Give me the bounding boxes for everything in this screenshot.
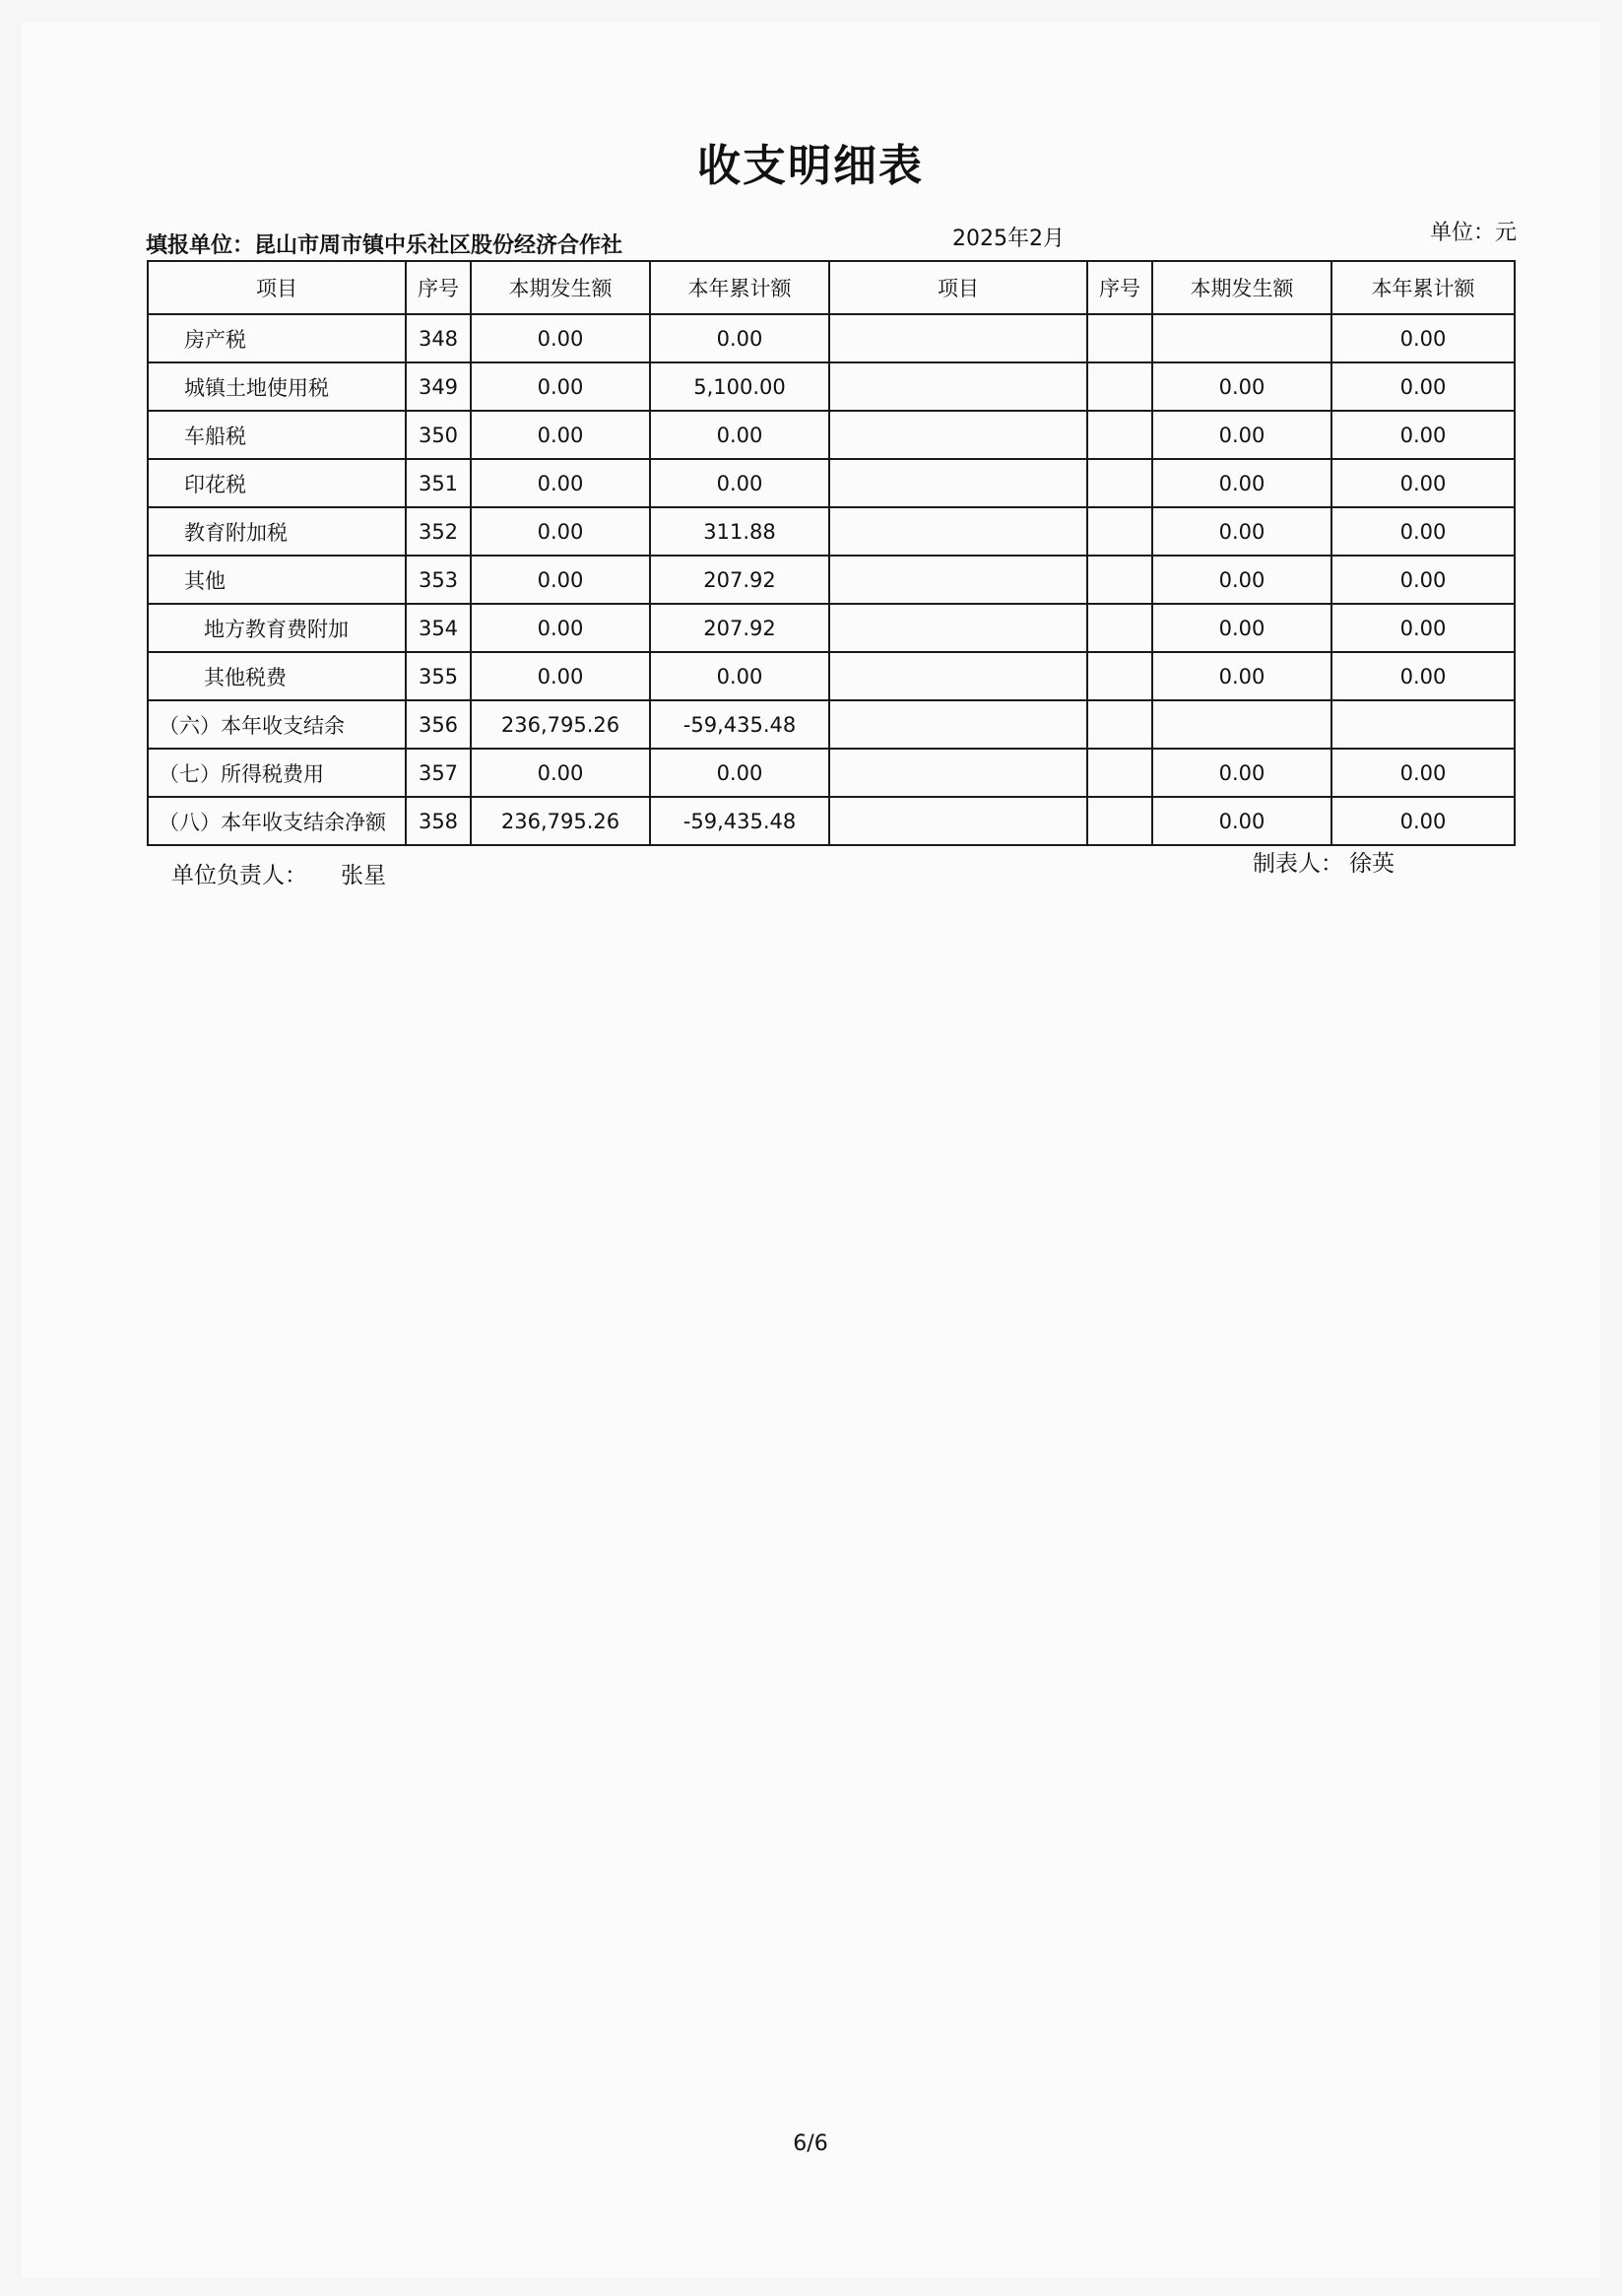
cell-item: 其他 (148, 556, 406, 604)
cell-item: （七）所得税费用 (148, 749, 406, 797)
header-item: 项目 (148, 261, 406, 314)
cell-current-right: 0.00 (1152, 411, 1331, 459)
table-header-row (148, 261, 1515, 314)
cell-seq-right (1087, 411, 1152, 459)
cell-ytd-right (1331, 700, 1515, 749)
cell-seq-right (1087, 700, 1152, 749)
table-row (148, 314, 1515, 362)
cell-current: 0.00 (471, 507, 650, 556)
cell-current: 0.00 (471, 362, 650, 411)
cell-seq-right (1087, 459, 1152, 507)
cell-current: 0.00 (471, 556, 650, 604)
cell-ytd-right: 0.00 (1331, 797, 1515, 845)
cell-ytd: 207.92 (650, 604, 829, 652)
cell-current-right: 0.00 (1152, 459, 1331, 507)
cell-seq-right (1087, 314, 1152, 362)
cell-current: 236,795.26 (471, 700, 650, 749)
cell-seq-right (1087, 652, 1152, 700)
table-body (148, 314, 1515, 845)
cell-current-right (1152, 700, 1331, 749)
cell-ytd-right: 0.00 (1331, 556, 1515, 604)
cell-item: 其他税费 (148, 652, 406, 700)
cell-ytd: -59,435.48 (650, 797, 829, 845)
cell-item: （八）本年收支结余净额 (148, 797, 406, 845)
document-page (22, 22, 1599, 2277)
cell-ytd: -59,435.48 (650, 700, 829, 749)
table-row (148, 507, 1515, 556)
cell-item: 教育附加税 (148, 507, 406, 556)
cell-ytd: 0.00 (650, 749, 829, 797)
header-current-right: 本期发生额 (1152, 261, 1331, 314)
cell-ytd-right: 0.00 (1331, 604, 1515, 652)
cell-ytd-right: 0.00 (1331, 314, 1515, 362)
cell-seq: 353 (406, 556, 471, 604)
cell-item-right (829, 700, 1087, 749)
table-row (148, 652, 1515, 700)
cell-ytd-right: 0.00 (1331, 362, 1515, 411)
cell-ytd: 207.92 (650, 556, 829, 604)
cell-current-right: 0.00 (1152, 362, 1331, 411)
cell-ytd: 0.00 (650, 459, 829, 507)
cell-seq: 349 (406, 362, 471, 411)
cell-ytd: 311.88 (650, 507, 829, 556)
cell-seq-right (1087, 604, 1152, 652)
cell-ytd-right: 0.00 (1331, 411, 1515, 459)
cell-current: 0.00 (471, 459, 650, 507)
header-item-right: 项目 (829, 261, 1087, 314)
cell-seq: 352 (406, 507, 471, 556)
cell-current-right: 0.00 (1152, 797, 1331, 845)
principal-label: 单位负责人： (171, 863, 307, 888)
cell-item-right (829, 652, 1087, 700)
header-ytd: 本年累计额 (650, 261, 829, 314)
cell-seq-right (1087, 362, 1152, 411)
page-title: 收支明细表 (697, 141, 924, 191)
cell-item-right (829, 604, 1087, 652)
cell-seq: 355 (406, 652, 471, 700)
header-seq-right: 序号 (1087, 261, 1152, 314)
cell-current-right: 0.00 (1152, 604, 1331, 652)
table-row (148, 556, 1515, 604)
cell-ytd-right: 0.00 (1331, 459, 1515, 507)
page-number: 6/6 (793, 2132, 828, 2156)
cell-ytd-right: 0.00 (1331, 749, 1515, 797)
preparer-name: 徐英 (1349, 851, 1395, 877)
cell-seq: 358 (406, 797, 471, 845)
table-row (148, 700, 1515, 749)
cell-current: 0.00 (471, 604, 650, 652)
cell-item: 地方教育费附加 (148, 604, 406, 652)
cell-item: 印花税 (148, 459, 406, 507)
cell-current-right: 0.00 (1152, 749, 1331, 797)
cell-ytd: 0.00 (650, 411, 829, 459)
cell-seq-right (1087, 749, 1152, 797)
principal-name: 张星 (341, 863, 386, 888)
cell-current: 0.00 (471, 411, 650, 459)
cell-current-right: 0.00 (1152, 556, 1331, 604)
cell-current: 0.00 (471, 314, 650, 362)
cell-current-right: 0.00 (1152, 652, 1331, 700)
cell-ytd-right: 0.00 (1331, 652, 1515, 700)
table-row (148, 604, 1515, 652)
reporting-unit-name: 昆山市周市镇中乐社区股份经济合作社 (254, 233, 623, 258)
cell-seq: 357 (406, 749, 471, 797)
cell-item: 城镇土地使用税 (148, 362, 406, 411)
table-row (148, 411, 1515, 459)
cell-item: 车船税 (148, 411, 406, 459)
header-ytd-right: 本年累计额 (1331, 261, 1515, 314)
reporting-unit (146, 229, 622, 259)
cell-item-right (829, 459, 1087, 507)
cell-item-right (829, 314, 1087, 362)
reporting-unit-label: 填报单位： (146, 233, 255, 258)
cell-current: 0.00 (471, 749, 650, 797)
income-expense-table (147, 260, 1516, 846)
cell-seq-right (1087, 797, 1152, 845)
cell-ytd-right: 0.00 (1331, 507, 1515, 556)
cell-item-right (829, 362, 1087, 411)
preparer (1253, 845, 1395, 878)
cell-ytd: 0.00 (650, 314, 829, 362)
cell-seq: 356 (406, 700, 471, 749)
cell-seq-right (1087, 507, 1152, 556)
table-row (148, 459, 1515, 507)
unit-principal (171, 857, 386, 889)
cell-seq-right (1087, 556, 1152, 604)
cell-ytd: 5,100.00 (650, 362, 829, 411)
table-row (148, 749, 1515, 797)
cell-current-right (1152, 314, 1331, 362)
cell-current: 0.00 (471, 652, 650, 700)
cell-current: 236,795.26 (471, 797, 650, 845)
table-row (148, 362, 1515, 411)
header-current: 本期发生额 (471, 261, 650, 314)
cell-seq: 350 (406, 411, 471, 459)
cell-seq: 348 (406, 314, 471, 362)
currency-unit: 单位：元 (1430, 221, 1518, 245)
cell-item-right (829, 507, 1087, 556)
cell-item-right (829, 411, 1087, 459)
cell-current-right: 0.00 (1152, 507, 1331, 556)
cell-item: （六）本年收支结余 (148, 700, 406, 749)
cell-seq: 354 (406, 604, 471, 652)
report-period: 2025年2月 (952, 227, 1065, 251)
table-row (148, 797, 1515, 845)
cell-item-right (829, 749, 1087, 797)
header-seq: 序号 (406, 261, 471, 314)
cell-item: 房产税 (148, 314, 406, 362)
preparer-label: 制表人： (1253, 851, 1343, 877)
cell-item-right (829, 556, 1087, 604)
cell-seq: 351 (406, 459, 471, 507)
cell-ytd: 0.00 (650, 652, 829, 700)
cell-item-right (829, 797, 1087, 845)
